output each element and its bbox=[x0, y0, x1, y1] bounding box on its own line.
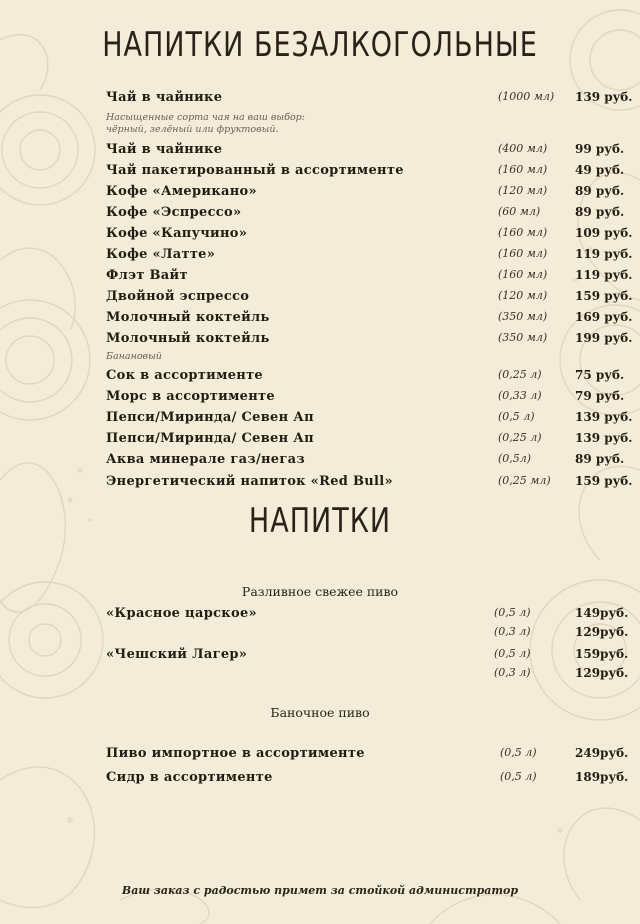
item-name: Двойной эспрессо bbox=[106, 289, 250, 304]
menu-item bbox=[0, 331, 640, 351]
item-price: 79 руб. bbox=[575, 389, 625, 403]
item-price: 159 руб. bbox=[575, 289, 633, 303]
item-name: Аква минерале газ/негаз bbox=[106, 452, 305, 467]
item-price: 119 руб. bbox=[575, 268, 633, 282]
item-name: Флэт Вайт bbox=[106, 268, 188, 283]
menu-item bbox=[0, 163, 640, 183]
item-volume: (0,25 л) bbox=[498, 431, 542, 444]
menu-item bbox=[0, 474, 640, 494]
item-volume: (60 мл) bbox=[498, 205, 541, 218]
footer-note: Ваш заказ с радостью примет за стойкой администратор bbox=[121, 884, 519, 897]
drinks-title: НАПИТКИ bbox=[248, 502, 392, 541]
item-price: 249руб. bbox=[575, 746, 629, 760]
menu-item bbox=[0, 666, 640, 686]
item-name: Молочный коктейль bbox=[106, 331, 270, 346]
item-name: Чай в чайнике bbox=[106, 142, 223, 157]
item-volume: (120 мл) bbox=[498, 184, 548, 197]
menu-item bbox=[0, 289, 640, 309]
item-volume: (160 мл) bbox=[498, 247, 548, 260]
item-price: 189руб. bbox=[575, 770, 629, 784]
item-name: Пепси/Миринда/ Севен Ап bbox=[106, 431, 314, 446]
menu-item bbox=[0, 268, 640, 288]
item-name: Чай в чайнике bbox=[106, 90, 223, 105]
menu-item bbox=[0, 606, 640, 626]
item-volume: (0,25 л) bbox=[498, 368, 542, 381]
menu-item bbox=[0, 746, 640, 766]
item-price: 139 руб. bbox=[575, 90, 633, 104]
item-volume: (160 мл) bbox=[498, 226, 548, 239]
item-volume: (0,5л) bbox=[498, 452, 532, 465]
menu-item bbox=[0, 770, 640, 790]
item-volume: (350 мл) bbox=[498, 310, 548, 323]
item-name: Кофе «Американо» bbox=[106, 184, 257, 199]
item-price: 89 руб. bbox=[575, 452, 625, 466]
item-volume: (160 мл) bbox=[498, 268, 548, 281]
item-price: 149руб. bbox=[575, 606, 629, 620]
item-volume: (400 мл) bbox=[498, 142, 548, 155]
menu-item bbox=[0, 247, 640, 267]
item-name: «Чешский Лагер» bbox=[106, 647, 248, 662]
item-volume: (0,5 л) bbox=[500, 746, 537, 759]
item-name: Кофе «Эспрессо» bbox=[106, 205, 242, 220]
item-price: 159руб. bbox=[575, 647, 629, 661]
menu-item bbox=[0, 226, 640, 246]
item-price: 129руб. bbox=[575, 625, 629, 639]
item-name: Пиво импортное в ассортименте bbox=[106, 746, 365, 761]
item-note: Насыщенные сорта чая на ваш выбор: bbox=[106, 112, 305, 123]
menu-item bbox=[0, 410, 640, 430]
item-volume: (0,5 л) bbox=[500, 770, 537, 783]
item-price: 109 руб. bbox=[575, 226, 633, 240]
item-volume: (160 мл) bbox=[498, 163, 548, 176]
item-price: 119 руб. bbox=[575, 247, 633, 261]
menu-item bbox=[0, 431, 640, 451]
item-name: Сидр в ассортименте bbox=[106, 770, 273, 785]
item-price: 89 руб. bbox=[575, 205, 625, 219]
menu-item bbox=[0, 184, 640, 204]
draft-beer-heading: Разливное свежее пиво bbox=[241, 584, 399, 599]
item-note: чёрный, зелёный или фруктовый. bbox=[106, 124, 279, 135]
item-volume: (0,5 л) bbox=[494, 606, 531, 619]
item-name: Пепси/Миринда/ Севен Ап bbox=[106, 410, 314, 425]
item-name: Сок в ассортименте bbox=[106, 368, 264, 383]
menu-item bbox=[0, 625, 640, 645]
item-name: Морс в ассортименте bbox=[106, 389, 275, 404]
item-name: «Красное царское» bbox=[106, 606, 257, 621]
menu-item bbox=[0, 205, 640, 225]
item-price: 129руб. bbox=[575, 666, 629, 680]
item-price: 49 руб. bbox=[575, 163, 625, 177]
item-note: Банановый bbox=[106, 351, 162, 362]
menu-item bbox=[0, 142, 640, 162]
item-price: 75 руб. bbox=[575, 368, 625, 382]
item-price: 169 руб. bbox=[575, 310, 633, 324]
item-volume: (0,3 л) bbox=[494, 666, 531, 679]
item-name: Кофе «Капучино» bbox=[106, 226, 248, 241]
item-volume: (120 мл) bbox=[498, 289, 548, 302]
menu-item bbox=[0, 368, 640, 388]
item-price: 159 руб. bbox=[575, 474, 633, 488]
menu-item bbox=[0, 647, 640, 667]
soft-drinks-title: НАПИТКИ БЕЗАЛКОГОЛЬНЫЕ bbox=[102, 26, 538, 65]
menu-item bbox=[0, 310, 640, 330]
item-volume: (1000 мл) bbox=[498, 90, 555, 103]
item-price: 139 руб. bbox=[575, 431, 633, 445]
item-price: 139 руб. bbox=[575, 410, 633, 424]
item-name: Энергетический напиток «Red Bull» bbox=[106, 474, 393, 489]
item-volume: (350 мл) bbox=[498, 331, 548, 344]
item-price: 199 руб. bbox=[575, 331, 633, 345]
item-price: 99 руб. bbox=[575, 142, 625, 156]
item-name: Чай пакетированный в ассортименте bbox=[106, 163, 404, 178]
menu-item bbox=[0, 452, 640, 472]
item-volume: (0,3 л) bbox=[494, 625, 531, 638]
item-price: 89 руб. bbox=[575, 184, 625, 198]
menu-item bbox=[0, 389, 640, 409]
canned-beer-heading: Баночное пиво bbox=[270, 705, 370, 720]
item-volume: (0,33 л) bbox=[498, 389, 542, 402]
item-name: Молочный коктейль bbox=[106, 310, 270, 325]
item-volume: (0,25 мл) bbox=[498, 474, 551, 487]
item-volume: (0,5 л) bbox=[498, 410, 535, 423]
menu-item bbox=[0, 90, 640, 110]
item-volume: (0,5 л) bbox=[494, 647, 531, 660]
item-name: Кофе «Латте» bbox=[106, 247, 216, 262]
